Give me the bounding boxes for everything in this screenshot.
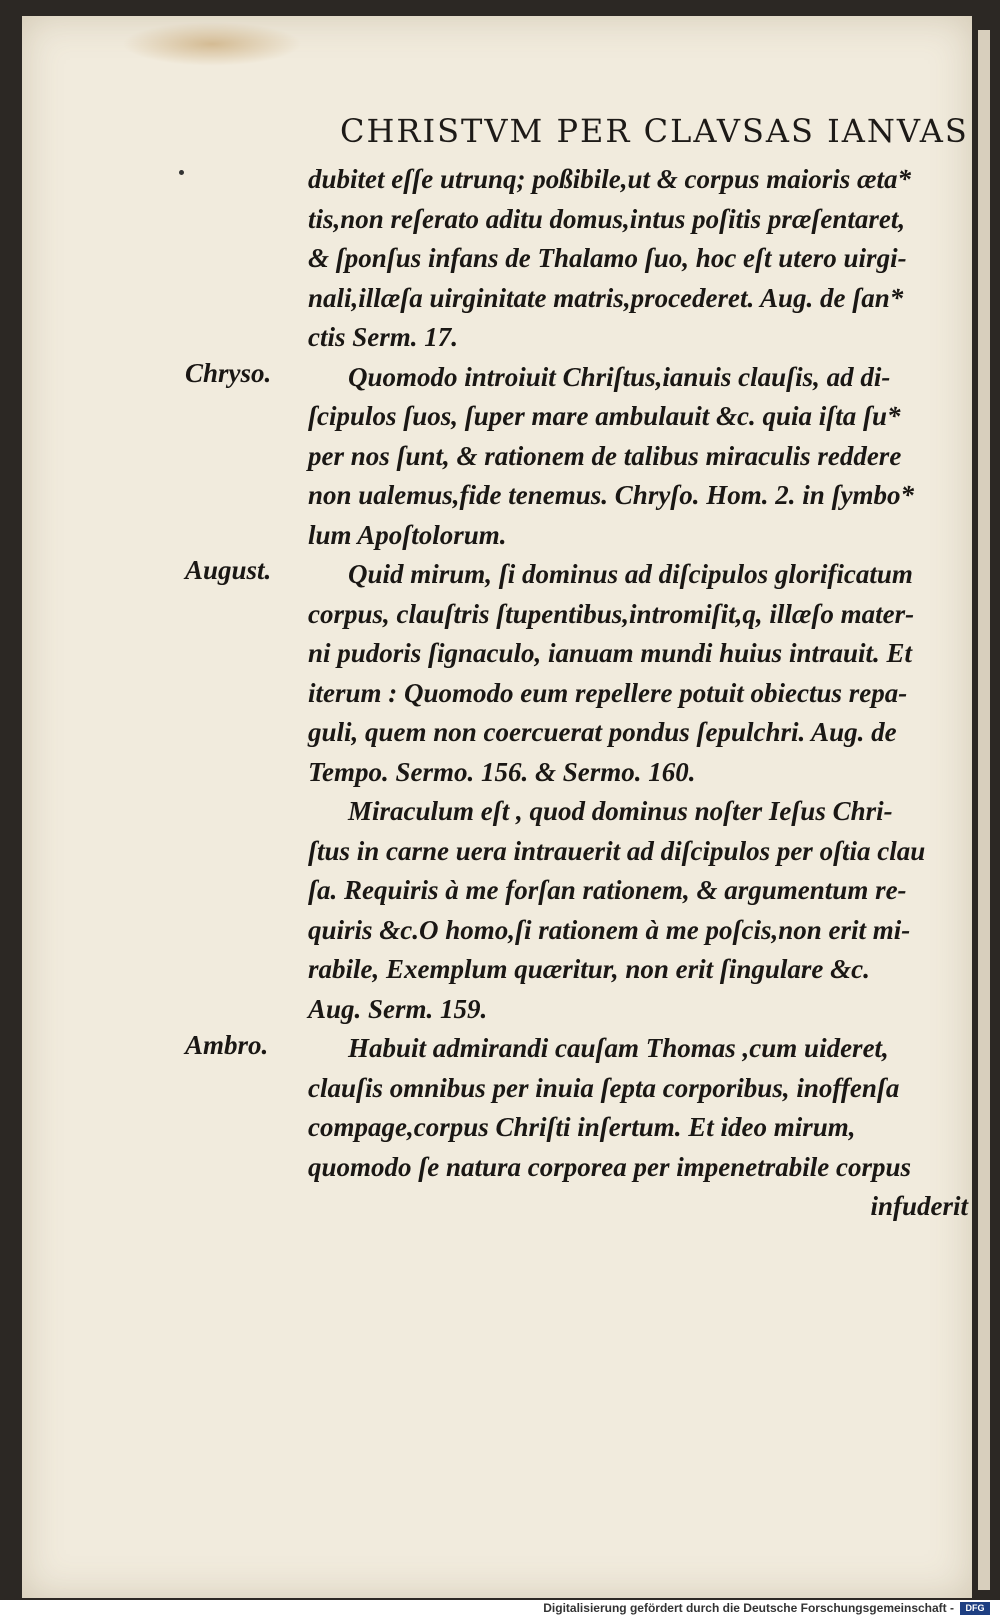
paper-stain — [122, 22, 302, 66]
text-line: ni pudoris ſignaculo, ianuam mundi huius intrauit. Et — [308, 638, 912, 668]
text-line: Quid mirum, ſi dominus ad diſcipulos glorificatum — [348, 559, 913, 589]
text-line: corpus, clauſtris ſtupentibus,intromiſit,q, illæſo mater- — [308, 598, 915, 629]
text-line: Aug. Serm. 159. — [308, 993, 488, 1024]
dfg-logo-icon: DFG — [960, 1602, 990, 1615]
text-line: quomodo ſe natura corporea per impenetrabile corpus — [308, 1151, 912, 1182]
footer-credit: Digitalisierung gefördert durch die Deutsche Forschungsgemeinschaft - — [543, 1601, 954, 1615]
ink-dot — [179, 170, 184, 175]
text-line: per nos ſunt, & rationem de talibus miraculis reddere — [308, 440, 902, 471]
text-line: ſcipulos ſuos, ſuper mare ambulauit &c. quia iſta ſu* — [308, 401, 901, 431]
text-line: & ſponſus infans de Thalamo ſuo, hoc eſt utero uirgi- — [308, 243, 907, 273]
text-line: quiris &c.O homo,ſi rationem à me poſcis,non erit mi- — [308, 914, 911, 945]
text-line: Miraculum eſt , quod dominus noſter Ieſus Chri- — [348, 796, 893, 826]
text-line: Quomodo introiuit Chriſtus,ianuis clauſis, ad di- — [348, 361, 891, 392]
text-line: Tempo. Sermo. 156. & Sermo. 160. — [308, 756, 696, 787]
margin-note-chryso: Chryso. — [185, 358, 272, 388]
paragraph — [308, 555, 968, 792]
paragraph — [308, 358, 968, 556]
text-line: ſtus in carne uera intrauerit ad diſcipulos per oſtia clau — [308, 835, 926, 866]
margin-note-august: August. — [185, 555, 272, 585]
text-line: clauſis omnibus per inuia ſepta corporibus, inoffenſa — [308, 1072, 900, 1103]
text-line: ſa. Requiris à me forſan rationem, & argumentum re- — [308, 875, 907, 905]
running-head: CHRISTVM PER CLAVSAS IANVAS — [340, 112, 969, 150]
margin-note-ambro: Ambro. — [185, 1030, 269, 1060]
paragraph — [308, 792, 968, 1029]
text-line: nali,illæſa uirginitate matris,procederet. Aug. de ſan* — [308, 282, 904, 313]
footer-bar — [0, 1600, 1000, 1618]
page-edge — [978, 30, 990, 1590]
text-line: tis,non reſerato aditu domus,intus poſitis præſentaret, — [308, 203, 906, 234]
text-line: guli, quem non coercuerat pondus ſepulchri. Aug. de — [308, 717, 897, 747]
text-line: iterum : Quomodo eum repellere potuit obiectus repa- — [308, 677, 908, 708]
text-line: rabile, Exemplum quæritur, non erit ſingulare &c. — [308, 954, 870, 984]
paragraph — [308, 160, 968, 358]
text-line: lum Apoſtolorum. — [308, 519, 507, 550]
catchword: infuderit — [870, 1191, 968, 1221]
paragraph — [308, 1029, 968, 1227]
text-line: non ualemus,fide tenemus. Chryſo. Hom. 2. in ſymbo* — [308, 480, 915, 510]
text-line: Habuit admirandi cauſam Thomas ,cum uideret, — [348, 1033, 889, 1063]
main-text — [308, 160, 968, 1227]
text-line: dubitet eſſe utrunq; poßibile,ut & corpus maioris æta* — [308, 164, 912, 194]
text-line: ctis Serm. 17. — [308, 322, 459, 352]
text-line: compage,corpus Chriſti inſertum. Et ideo mirum, — [308, 1112, 856, 1142]
